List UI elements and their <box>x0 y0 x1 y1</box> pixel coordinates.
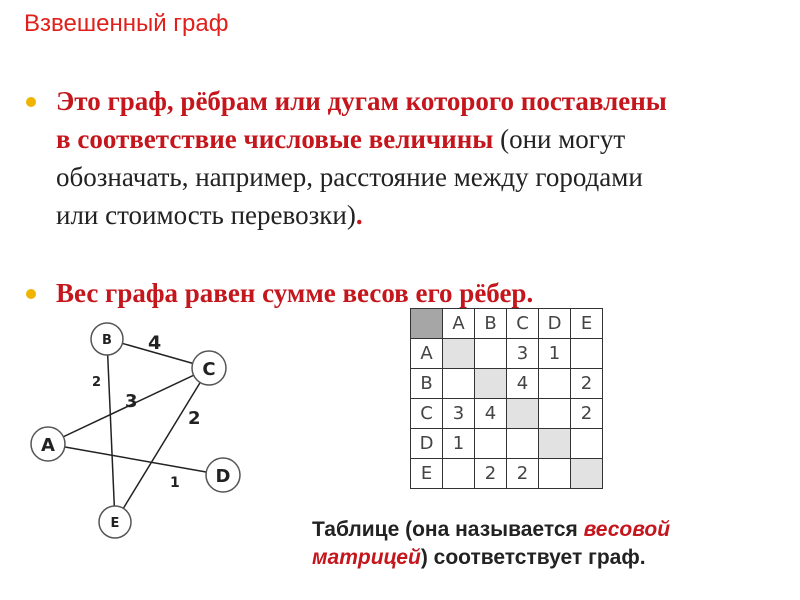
matrix-row-label: C <box>411 399 443 429</box>
weighted-graph-diagram <box>20 310 260 550</box>
matrix-header-cell: E <box>571 309 603 339</box>
matrix-diagonal-cell <box>539 429 571 459</box>
matrix-cell <box>475 339 507 369</box>
matrix-cell <box>443 369 475 399</box>
matrix-cell <box>443 459 475 489</box>
bullet-definition <box>26 82 686 234</box>
matrix-header-row <box>411 309 603 339</box>
matrix-cell <box>571 339 603 369</box>
node-label: B <box>102 333 112 348</box>
caption-text: Таблице (она называется <box>312 518 584 541</box>
edge-weight-label: 2 <box>188 408 201 429</box>
matrix-header-cell: C <box>507 309 539 339</box>
matrix-cell <box>539 399 571 429</box>
matrix-row <box>411 399 603 429</box>
matrix-cell: 3 <box>443 399 475 429</box>
bullet-text <box>56 82 686 234</box>
bullet-highlight: Это граф, рёбрам или дугам которого поставлены в соответствие числовые величины <box>56 86 667 154</box>
edge-weight-label: 2 <box>92 375 102 390</box>
matrix-diagonal-cell <box>507 399 539 429</box>
bullet-rest: (они могут обозначать, например, расстояние между городами или стоимость перевозки) <box>56 124 643 230</box>
matrix-cell: 4 <box>475 399 507 429</box>
matrix-cell: 2 <box>571 399 603 429</box>
matrix-header-cell: D <box>539 309 571 339</box>
matrix-corner-cell <box>411 309 443 339</box>
caption-text: ) соответствует граф. <box>420 546 646 569</box>
matrix-cell: 2 <box>571 369 603 399</box>
matrix-row-label: E <box>411 459 443 489</box>
matrix-row-label: D <box>411 429 443 459</box>
slide-title: Взвешенный граф <box>24 10 229 37</box>
matrix-cell <box>507 429 539 459</box>
bullet-end: . <box>355 200 363 230</box>
matrix-header-cell: B <box>475 309 507 339</box>
matrix-row <box>411 369 603 399</box>
edge-b-e <box>107 339 115 522</box>
weight-matrix-table <box>410 308 603 489</box>
matrix-row-label: B <box>411 369 443 399</box>
matrix-cell: 2 <box>475 459 507 489</box>
matrix-row <box>411 459 603 489</box>
node-label: A <box>41 435 55 456</box>
edge-a-d <box>48 444 223 475</box>
matrix-cell: 1 <box>443 429 475 459</box>
matrix-row-label: A <box>411 339 443 369</box>
matrix-caption <box>312 516 782 572</box>
edge-weight-label: 1 <box>170 475 180 491</box>
matrix-row <box>411 339 603 369</box>
matrix-diagonal-cell <box>443 339 475 369</box>
caption-emphasis: весовой матрицей <box>312 518 671 569</box>
matrix-cell <box>571 429 603 459</box>
matrix-row <box>411 429 603 459</box>
matrix-cell <box>539 459 571 489</box>
matrix-diagonal-cell <box>571 459 603 489</box>
bullet-text: Вес графа равен сумме весов его рёбер. <box>56 278 534 308</box>
matrix-header-cell: A <box>443 309 475 339</box>
matrix-diagonal-cell <box>475 369 507 399</box>
edge-weight-label: 3 <box>125 391 138 412</box>
matrix-cell: 1 <box>539 339 571 369</box>
bullet-dot-icon <box>26 97 36 107</box>
node-label: E <box>110 516 120 531</box>
edge-weight-label: 4 <box>148 332 162 354</box>
matrix-cell <box>539 369 571 399</box>
node-label: D <box>215 466 231 487</box>
bullet-dot-icon <box>26 289 36 299</box>
matrix-cell: 3 <box>507 339 539 369</box>
matrix-cell: 2 <box>507 459 539 489</box>
bullet-weight <box>26 274 686 312</box>
matrix-cell: 4 <box>507 369 539 399</box>
matrix-cell <box>475 429 507 459</box>
node-label: C <box>202 359 216 380</box>
